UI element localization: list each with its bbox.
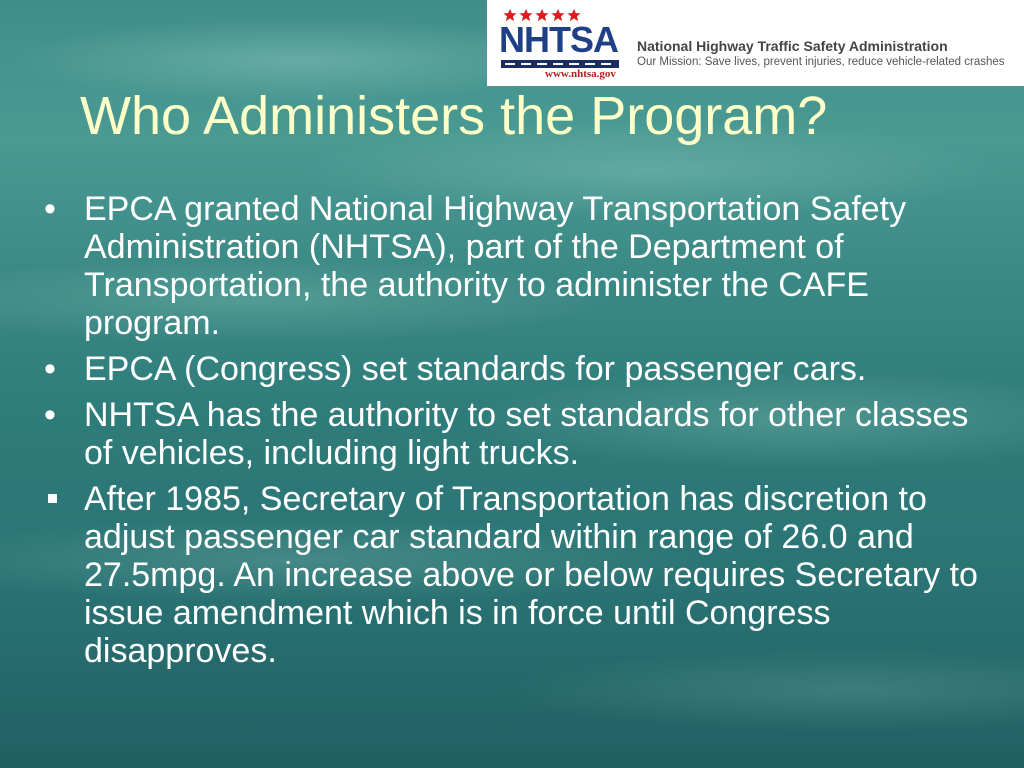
- logo-url: www.nhtsa.gov: [545, 68, 616, 80]
- bullet-item: [40, 396, 1000, 472]
- mission-statement: Our Mission: Save lives, prevent injuries, reduce vehicle-related crashes: [637, 56, 1005, 68]
- bullet-text: NHTSA has the authority to set standards for other classes of vehicles, including light trucks.: [84, 396, 969, 472]
- org-name: National Highway Traffic Safety Administration: [637, 38, 948, 54]
- bullet-item: [40, 190, 1000, 342]
- bullet-item: [40, 480, 1000, 670]
- bullet-text: After 1985, Secretary of Transportation has discretion to adjust passenger car standard within range of 26.0 and 27.5mpg. An increase above or below requires Secretary to issue amendment which is in force until Congress disapproves.: [84, 480, 978, 670]
- bullet-list: [40, 190, 1000, 678]
- bullet-item: [40, 350, 1000, 388]
- bullet-text: EPCA granted National Highway Transportation Safety Administration (NHTSA), part of the Department of Transportation, the authority to administer the CAFE program.: [84, 190, 907, 342]
- road-stripe-icon: [501, 60, 619, 68]
- bullet-text: EPCA (Congress) set standards for passenger cars.: [84, 350, 867, 388]
- square-bullet-icon: [48, 494, 57, 503]
- nhtsa-logo-banner: [487, 0, 1024, 86]
- nhtsa-wordmark: NHTSA: [499, 19, 618, 60]
- bullet-marker: •: [44, 350, 56, 388]
- bullet-marker: •: [44, 396, 56, 434]
- bullet-marker: •: [44, 190, 56, 228]
- slide-title: Who Administers the Program?: [80, 86, 828, 146]
